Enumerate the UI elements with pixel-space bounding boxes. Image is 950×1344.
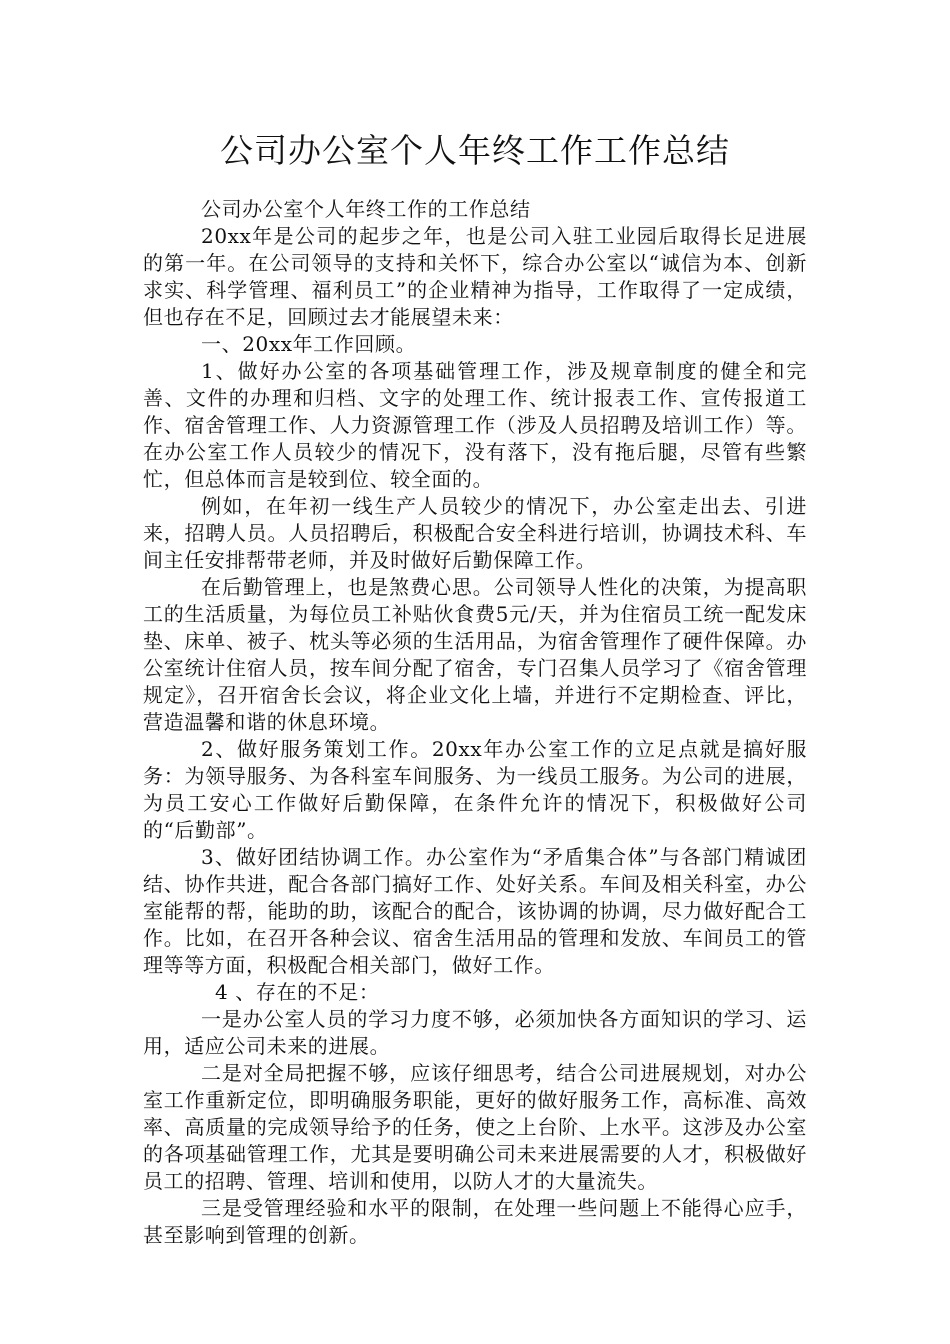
- paragraph-shortcoming-2: 二是对全局把握不够，应该仔细思考，结合公司进展规划，对办公室工作重新定位，即明确服务职能，更好的做好服务工作，高标准、高效率、高质量的完成领导给予的任务，使之上台阶、上水平。这涉及办公室的各项基础管理工作，尤其是要明确公司未来进展需要的人才，积极做好员工的招聘、管理、培训和使用，以防人才的大量流失。: [143, 1061, 807, 1193]
- paragraph-item-3: 3、做好团结协调工作。办公室作为“矛盾集合体”与各部门精诚团结、协作共进，配合各部门搞好工作、处好关系。车间及相关科室，办公室能帮的帮，能助的助，该配合的配合，该协调的协调，尽力做好配合工作。比如，在召开各种会议、宿舍生活用品的管理和发放、车间员工的管理等等方面，积极配合相关部门，做好工作。: [143, 845, 807, 977]
- paragraph-shortcoming-3: 三是受管理经验和水平的限制，在处理一些问题上不能得心应手，甚至影响到管理的创新。: [143, 1196, 807, 1247]
- intro-paragraph: 20xx年是公司的起步之年，也是公司入驻工业园后取得长足进展的第一年。在公司领导的支持和关怀下，综合办公室以“诚信为本、创新求实、科学管理、福利员工”的企业精神为指导，工作取得了一定成绩，但也存在不足，回顾过去才能展望未来：: [143, 224, 807, 329]
- paragraph-shortcoming-1: 一是办公室人员的学习力度不够，必须加快各方面知识的学习、运用，适应公司未来的进展。: [143, 1007, 807, 1058]
- paragraph-example: 例如，在年初一线生产人员较少的情况下，办公室走出去、引进来，招聘人员。人员招聘后，积极配合安全科进行培训，协调技术科、车间主任安排帮带老师，并及时做好后勤保障工作。: [143, 494, 807, 572]
- paragraph-item-1: 1、做好办公室的各项基础管理工作，涉及规章制度的健全和完善、文件的办理和归档、文字的处理工作、统计报表工作、宣传报道工作、宿舍管理工作、人力资源管理工作（涉及人员招聘及培训工作）等。在办公室工作人员较少的情况下，没有落下，没有拖后腿，尽管有些繁忙，但总体而言是较到位、较全面的。: [143, 359, 807, 491]
- subtitle-paragraph: 公司办公室个人年终工作的工作总结: [201, 197, 531, 221]
- document-body: [143, 196, 807, 1249]
- paragraph-logistics: 在后勤管理上，也是煞费心思。公司领导人性化的决策，为提高职工的生活质量，为每位员工补贴伙食费5元/天，并为住宿员工统一配发床垫、床单、被子、枕头等必须的生活用品，为宿舍管理作了硬件保障。办公室统计住宿人员，按车间分配了宿舍，专门召集人员学习了《宿舍管理规定》，召开宿舍长会议，将企业文化上墙，并进行不定期检查、评比， 营造温馨和谐的休息环境。: [143, 575, 807, 734]
- section-heading-shortcomings: 4 、存在的不足：: [215, 980, 380, 1004]
- section-heading-review: 一、20xx年工作回顾。: [201, 332, 417, 356]
- paragraph-item-2: 2、做好服务策划工作。20xx年办公室工作的立足点就是搞好服务：为领导服务、为各科室车间服务、为一线员工服务。为公司的进展，为员工安心工作做好后勤保障，在条件允许的情况下，积极做好公司的“后勤部”。: [143, 737, 807, 842]
- document-title: 公司办公室个人年终工作工作总结: [220, 131, 730, 170]
